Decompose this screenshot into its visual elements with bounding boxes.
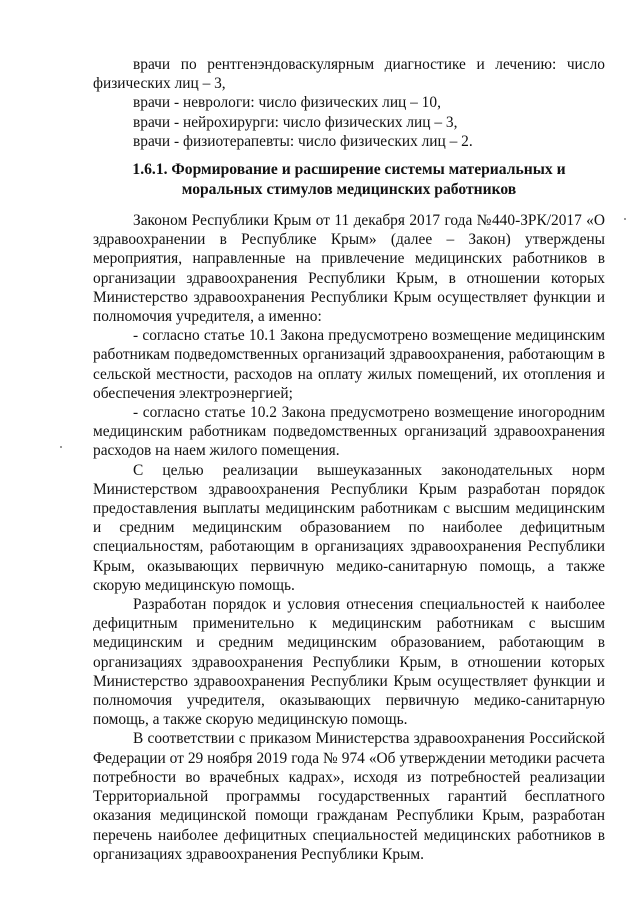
- paragraph-article-10-2: - согласно статье 10.2 Закона предусмотрено возмещение иногородним медицинским работникам подведомственных организаций здравоохранения расходов на наем жилого помещения.: [93, 404, 605, 460]
- list-item: врачи - физиотерапевты: число физических лиц – 2.: [133, 132, 473, 150]
- section-heading-line: 1.6.1. Формирование и расширение системы материальных и: [132, 161, 566, 178]
- specialists-list: [93, 55, 605, 151]
- paragraph-payment-order: С целью реализации вышеуказанных законодательных норм Министерством здравоохранения Республики Крым разработан порядок предоставления выплаты медицинским работникам с высшим медицинским и средним медицинским образованием по наиболее дефицитным специальностям, работающим в организациях здравоохранения Республики Крым, оказывающих первичную медико-санитарную помощь, а также скорую медицинскую помощь.: [93, 461, 605, 594]
- paragraph-order-974: В соответствии с приказом Министерства здравоохранения Российской Федерации от 29 ноября 2019 года № 974 «Об утверждении методики расчета потребности во врачебных кадрах», исходя из потребностей реализации Территориальной программы государственных гарантий бесплатного оказания медицинской помощи гражданам Республики Крым, разработан перечень наиболее дефицитных специальностей медицинских работников в организациях здравоохранения Республики Крым.: [93, 730, 605, 863]
- scan-speck: [60, 446, 62, 448]
- section-heading: [93, 160, 605, 199]
- scan-speck: [624, 218, 626, 220]
- list-item: врачи по рентгенэндоваскулярным диагностике и лечению: число физических лиц – 3,: [93, 56, 605, 93]
- section-body: [93, 211, 605, 864]
- section-heading-line: моральных стимулов медицинских работников: [181, 180, 517, 198]
- list-item: врачи - нейрохирурги: число физических лиц – 3,: [133, 113, 458, 131]
- list-item: врачи - неврологи: число физических лиц – 10,: [133, 94, 441, 112]
- paragraph-law: Законом Республики Крым от 11 декабря 2017 года №440-ЗРК/2017 «О здравоохранении в Республике Крым» (далее – Закон) утверждены мероприятия, направленные на привлечение медицинских работников в организации здравоохранения Республики Крым, в отношении которых Министерство здравоохранения Республики Крым осуществляет функции и полномочия учредителя, а именно:: [93, 212, 605, 326]
- paragraph-article-10-1: - согласно статье 10.1 Закона предусмотрено возмещение медицинским работникам подведомственных организаций здравоохранения, работающим в сельской местности, расходов на оплату жилых помещений, их отопления и обеспечения электроэнергией;: [93, 327, 605, 402]
- paragraph-conditions: Разработан порядок и условия отнесения специальностей к наиболее дефицитным применительно к медицинским работникам с высшим медицинским и средним медицинским образованием, работающим в организациях здравоохранения Республики Крым, в отношении которых Министерство здравоохранения Республики Крым осуществляет функции и полномочия учредителя, оказывающих первичную медико-санитарную помощь, а также скорую медицинскую помощь.: [93, 596, 605, 729]
